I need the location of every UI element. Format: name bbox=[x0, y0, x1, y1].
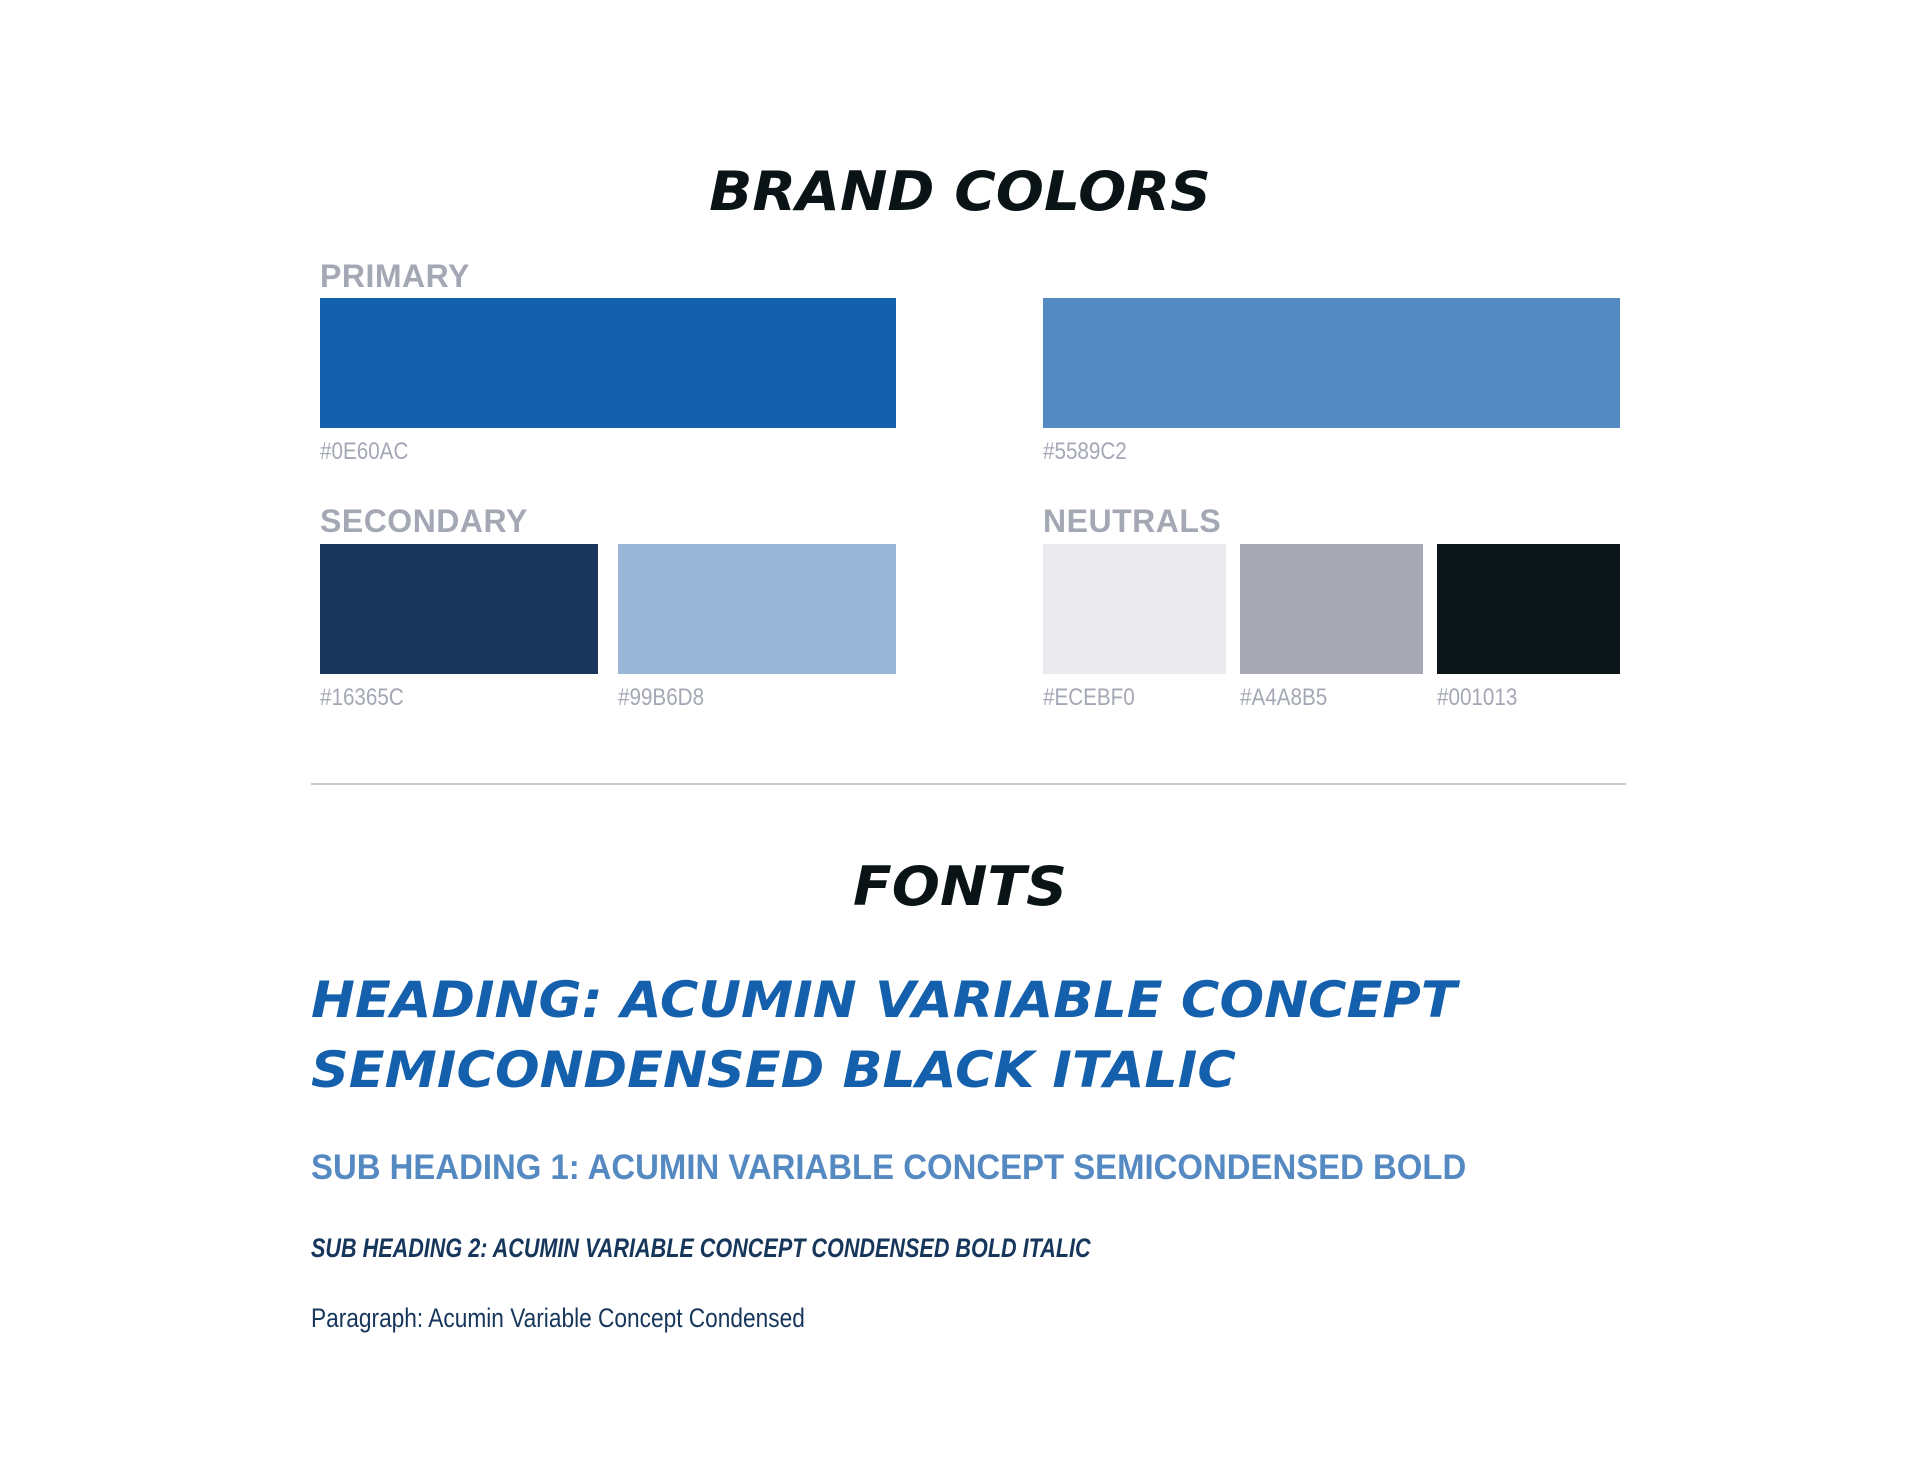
primary-swatch-1 bbox=[320, 298, 896, 428]
neutral-swatch-2-hex: #A4A8B5 bbox=[1240, 684, 1328, 711]
heading-font-sample bbox=[311, 965, 1886, 1105]
neutrals-label: NEUTRALS bbox=[1043, 503, 1222, 539]
neutral-swatch-3 bbox=[1437, 544, 1620, 674]
primary-label: PRIMARY bbox=[320, 258, 470, 294]
section-divider bbox=[311, 783, 1626, 785]
paragraph-sample: Paragraph: Acumin Variable Concept Condensed bbox=[311, 1303, 805, 1333]
primary-swatch-2-hex: #5589C2 bbox=[1043, 438, 1127, 465]
primary-swatch-1-hex: #0E60AC bbox=[320, 438, 409, 465]
heading-sample-line-1: HEADING: ACUMIN VARIABLE CONCEPT bbox=[311, 971, 1457, 1029]
sub-heading-2-sample: SUB HEADING 2: ACUMIN VARIABLE CONCEPT CONDENSED BOLD ITALIC bbox=[311, 1233, 1091, 1263]
secondary-swatch-2-hex: #99B6D8 bbox=[618, 684, 705, 711]
brand-colors-title: BRAND COLORS bbox=[709, 160, 1211, 223]
heading-sample-line-2: SEMICONDENSED BLACK ITALIC bbox=[311, 1041, 1236, 1099]
neutral-swatch-3-hex: #001013 bbox=[1437, 684, 1518, 711]
secondary-swatch-2 bbox=[618, 544, 896, 674]
secondary-label: SECONDARY bbox=[320, 503, 528, 539]
secondary-swatch-1-hex: #16365C bbox=[320, 684, 404, 711]
neutral-swatch-1-hex: #ECEBF0 bbox=[1043, 684, 1135, 711]
secondary-swatch-1 bbox=[320, 544, 598, 674]
sub-heading-1-sample: SUB HEADING 1: ACUMIN VARIABLE CONCEPT SEMICONDENSED BOLD bbox=[311, 1148, 1467, 1187]
neutral-swatch-1 bbox=[1043, 544, 1226, 674]
primary-swatch-2 bbox=[1043, 298, 1620, 428]
fonts-title: FONTS bbox=[853, 855, 1067, 918]
neutral-swatch-2 bbox=[1240, 544, 1423, 674]
